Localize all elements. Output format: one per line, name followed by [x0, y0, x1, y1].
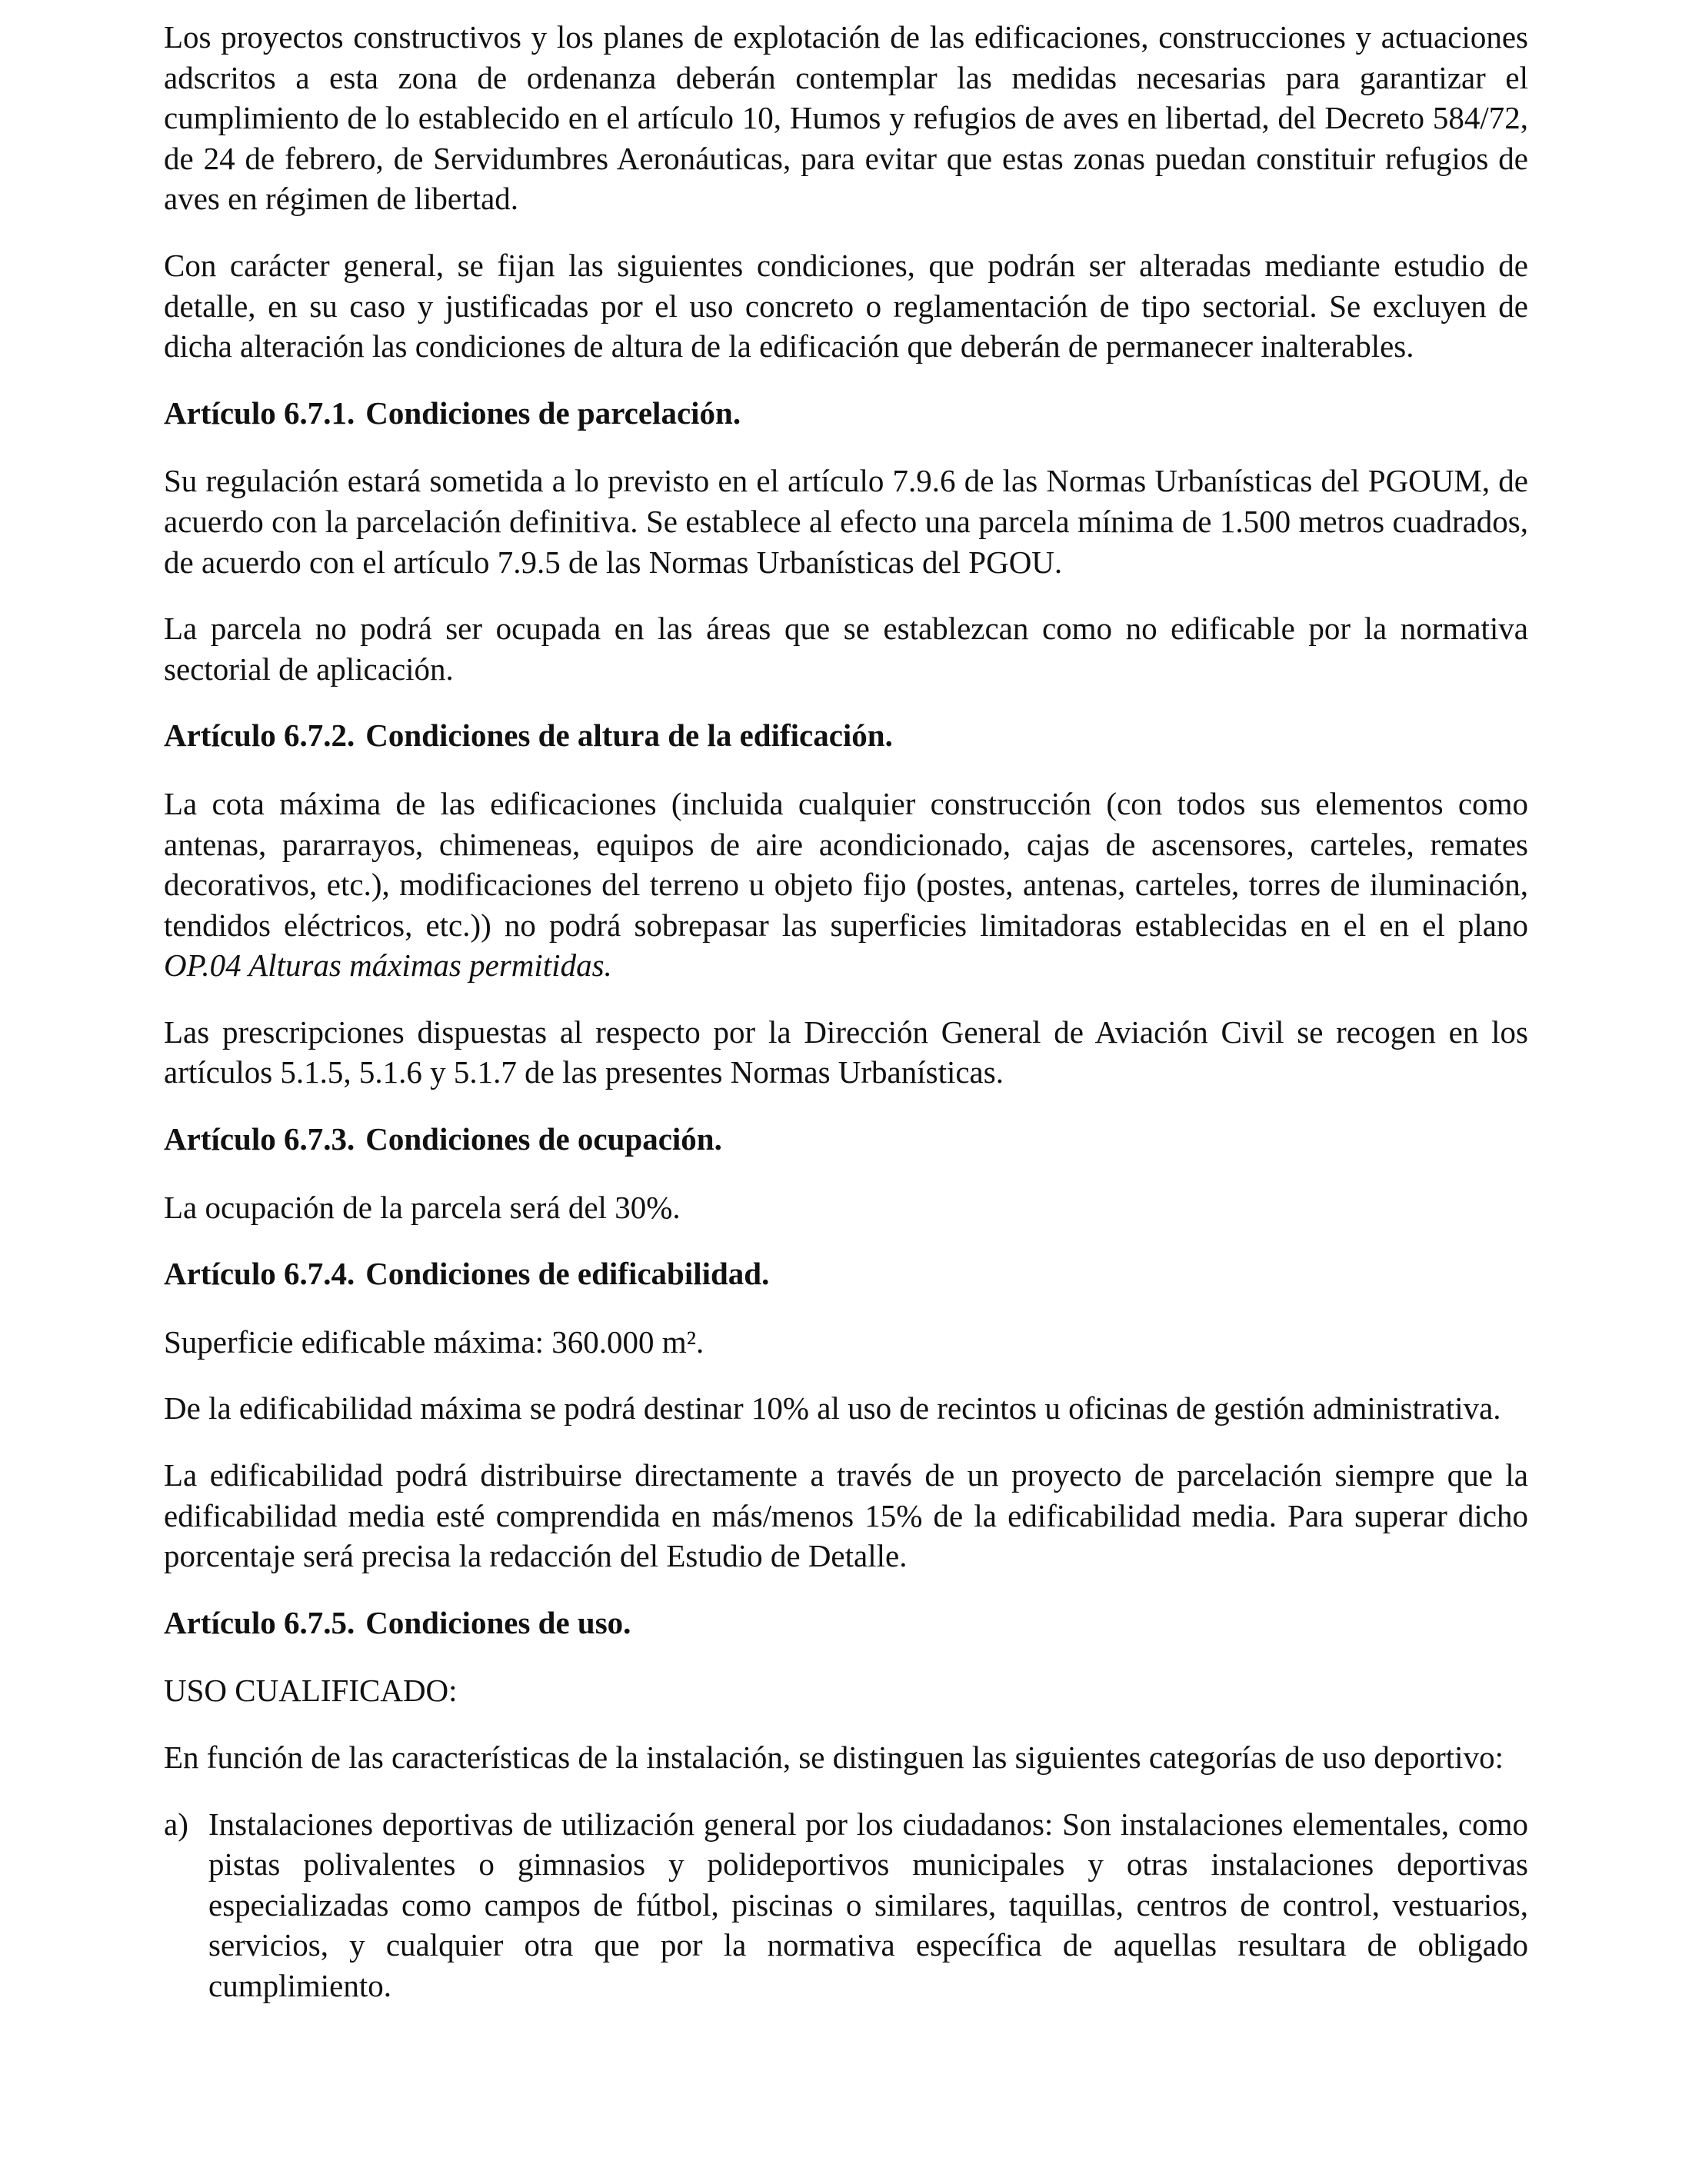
article-number: Artículo 6.7.4. — [164, 1256, 355, 1292]
list-item — [164, 1804, 1528, 2006]
heading-art-6-7-4 — [164, 1253, 1528, 1294]
paragraph-aviacion-civil: Las prescripciones dispuestas al respecto por la Dirección General de Aviación Civil se recogen en los artículos 5.1.5, 5.1.6 y 5.1.7 de las presentes Normas Urbanísticas. — [164, 1014, 1528, 1090]
article-number: Artículo 6.7.5. — [164, 1604, 355, 1640]
paragraph-parcelacion-ocupacion: La parcela no podrá ser ocupada en las áreas que se establezcan como no edificable por la normativa sectorial de aplicación. — [164, 611, 1528, 687]
heading-art-6-7-5 — [164, 1603, 1528, 1643]
paragraph-cota-maxima — [164, 784, 1528, 986]
paragraph-categorias-uso: En función de las características de la instalación, se distinguen las siguientes categorías de uso deportivo: — [164, 1740, 1504, 1775]
article-number: Artículo 6.7.1. — [164, 395, 355, 431]
plano-reference: OP.04 Alturas máximas permitidas. — [164, 947, 612, 984]
article-number: Artículo 6.7.2. — [164, 717, 355, 754]
heading-art-6-7-3 — [164, 1119, 1528, 1160]
heading-art-6-7-1 — [164, 393, 1528, 434]
paragraph-superficie-edificable: Superficie edificable máxima: 360.000 m². — [164, 1323, 704, 1360]
heading-art-6-7-2 — [164, 715, 1528, 756]
paragraph-condiciones-generales: Con carácter general, se fijan las siguientes condiciones, que podrán ser alteradas mediante estudio de detalle, en su caso y justificadas por el uso concreto o reglamentación de tipo sectorial. Se excluyen de dicha alteración las condiciones de altura de la edificación que deberán de permanecer inalterables. — [164, 247, 1528, 365]
list-item-text: Instalaciones deportivas de utilización general por los ciudadanos: Son instalaciones elementales, como pistas polivalentes o gimnasios y polideportivos municipales y otras instalaciones deportivas especializadas como campos de fútbol, piscinas o similares, taquillas, centros de control, vestuarios, servicios, y cualquier otra que por la normativa específica de aquellas resultara de obligado cumplimiento. — [208, 1806, 1528, 2003]
article-title: Condiciones de edificabilidad. — [365, 1256, 770, 1292]
paragraph-aves: Los proyectos constructivos y los planes de explotación de las edificaciones, construcciones y actuaciones adscritos a esta zona de ordenanza deberán contemplar las medidas necesarias para garantizar el cumplimiento de lo establecido en el artículo 10, Humos y refugios de aves en libertad, del Decreto 584/72, de 24 de febrero, de Servidumbres Aeronáuticas, para evitar que estas zonas puedan constituir refugios de aves en régimen de libertad. — [164, 19, 1528, 217]
cota-maxima-text: La cota máxima de las edificaciones (incluida cualquier construcción (con todos sus elementos como antenas, pararrayos, chimeneas, equipos de aire acondicionado, cajas de ascensores, carteles, remates decorativos, etc.), modificaciones del terreno u objeto fijo (postes, antenas, carteles, torres de iluminación, tendidos eléctricos, etc.)) no podrá sobrepasar las superficies limitadoras establecidas en el en el plano — [164, 785, 1528, 943]
uso-deportivo-list — [164, 1804, 1528, 2006]
article-title: Condiciones de uso. — [365, 1604, 631, 1640]
paragraph-uso-cualificado: USO CUALIFICADO: — [164, 1673, 458, 1709]
article-title: Condiciones de ocupación. — [365, 1121, 722, 1157]
paragraph-edificabilidad-distribucion: La edificabilidad podrá distribuirse directamente a través de un proyecto de parcelación siempre que la edificabilidad media esté comprendida en más/menos 15% de la edificabilidad media. Para superar dicho porcentaje será precisa la redacción del Estudio de Detalle. — [164, 1457, 1528, 1574]
document-page — [164, 17, 1528, 2006]
article-title: Condiciones de altura de la edificación. — [365, 717, 893, 754]
article-number: Artículo 6.7.3. — [164, 1121, 355, 1157]
paragraph-ocupacion: La ocupación de la parcela será del 30%. — [164, 1189, 681, 1225]
article-title: Condiciones de parcelación. — [365, 395, 741, 431]
paragraph-parcelacion-regulacion: Su regulación estará sometida a lo previsto en el artículo 7.9.6 de las Normas Urbanísticas del PGOUM, de acuerdo con la parcelación definitiva. Se establece al efecto una parcela mínima de 1.500 metros cuadrados, de acuerdo con el artículo 7.9.5 de las Normas Urbanísticas del PGOU. — [164, 463, 1528, 580]
list-marker: a) — [164, 1806, 188, 1842]
paragraph-edificabilidad-oficinas: De la edificabilidad máxima se podrá destinar 10% al uso de recintos u oficinas de gestión administrativa. — [164, 1390, 1501, 1427]
